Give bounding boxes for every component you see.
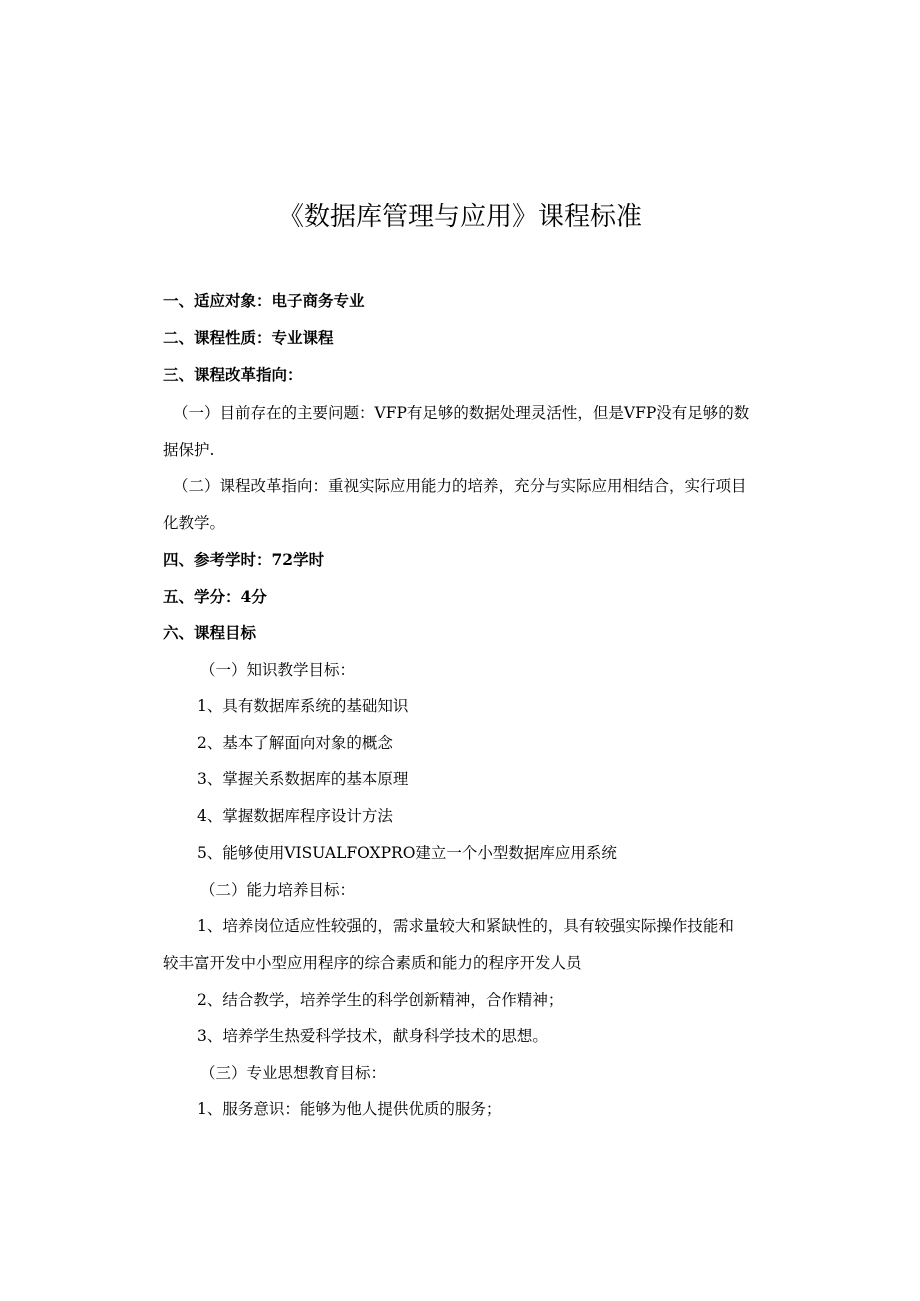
- objective-knowledge-item-3: 3、掌握关系数据库的基本原理: [197, 770, 409, 788]
- reform-direction-line2: 化教学。: [163, 514, 226, 532]
- objective-knowledge-item-1: 1、具有数据库系统的基础知识: [197, 697, 409, 715]
- objective-professional-item-1: 1、服务意识：能够为他人提供优质的服务；: [197, 1100, 502, 1118]
- objective-knowledge-item-5: 5、能够使用VISUALFOXPRO建立一个小型数据库应用系统: [197, 844, 617, 862]
- section-course-objectives: 六、课程目标: [163, 623, 257, 642]
- objective-knowledge-item-4: 4、掌握数据库程序设计方法: [197, 807, 393, 825]
- section-credits: 五、学分：4分: [163, 587, 267, 606]
- section-reference-hours: 四、参考学时：72学时: [163, 550, 325, 569]
- reform-problem-line1: （一）目前存在的主要问题：VFP有足够的数据处理灵活性，但是VFP没有足够的数: [173, 404, 750, 422]
- section-target-audience: 一、适应对象：电子商务专业: [163, 291, 365, 310]
- section-reform-direction: 三、课程改革指向：: [163, 365, 303, 384]
- reform-problem-line2: 据保护.: [163, 441, 215, 459]
- objective-ability-item-3: 3、培养学生热爱科学技术，献身科学技术的思想。: [197, 1027, 548, 1045]
- objective-ability-heading: （二）能力培养目标：: [200, 881, 356, 899]
- objective-ability-item-2: 2、结合教学，培养学生的科学创新精神，合作精神；: [197, 991, 564, 1009]
- objective-professional-heading: （三）专业思想教育目标：: [200, 1064, 387, 1082]
- objective-knowledge-heading: （一）知识教学目标：: [200, 661, 356, 679]
- objective-ability-item-1-line2: 较丰富开发中小型应用程序的综合素质和能力的程序开发人员: [163, 954, 582, 972]
- reform-direction-line1: （二）课程改革指向：重视实际应用能力的培养，充分与实际应用相结合，实行项目: [173, 477, 747, 495]
- objective-knowledge-item-2: 2、基本了解面向对象的概念: [197, 734, 393, 752]
- document-title: 《数据库管理与应用》课程标准: [277, 202, 642, 232]
- objective-ability-item-1-line1: 1、培养岗位适应性较强的，需求量较大和紧缺性的，具有较强实际操作技能和: [197, 917, 734, 935]
- section-course-nature: 二、课程性质：专业课程: [163, 328, 334, 347]
